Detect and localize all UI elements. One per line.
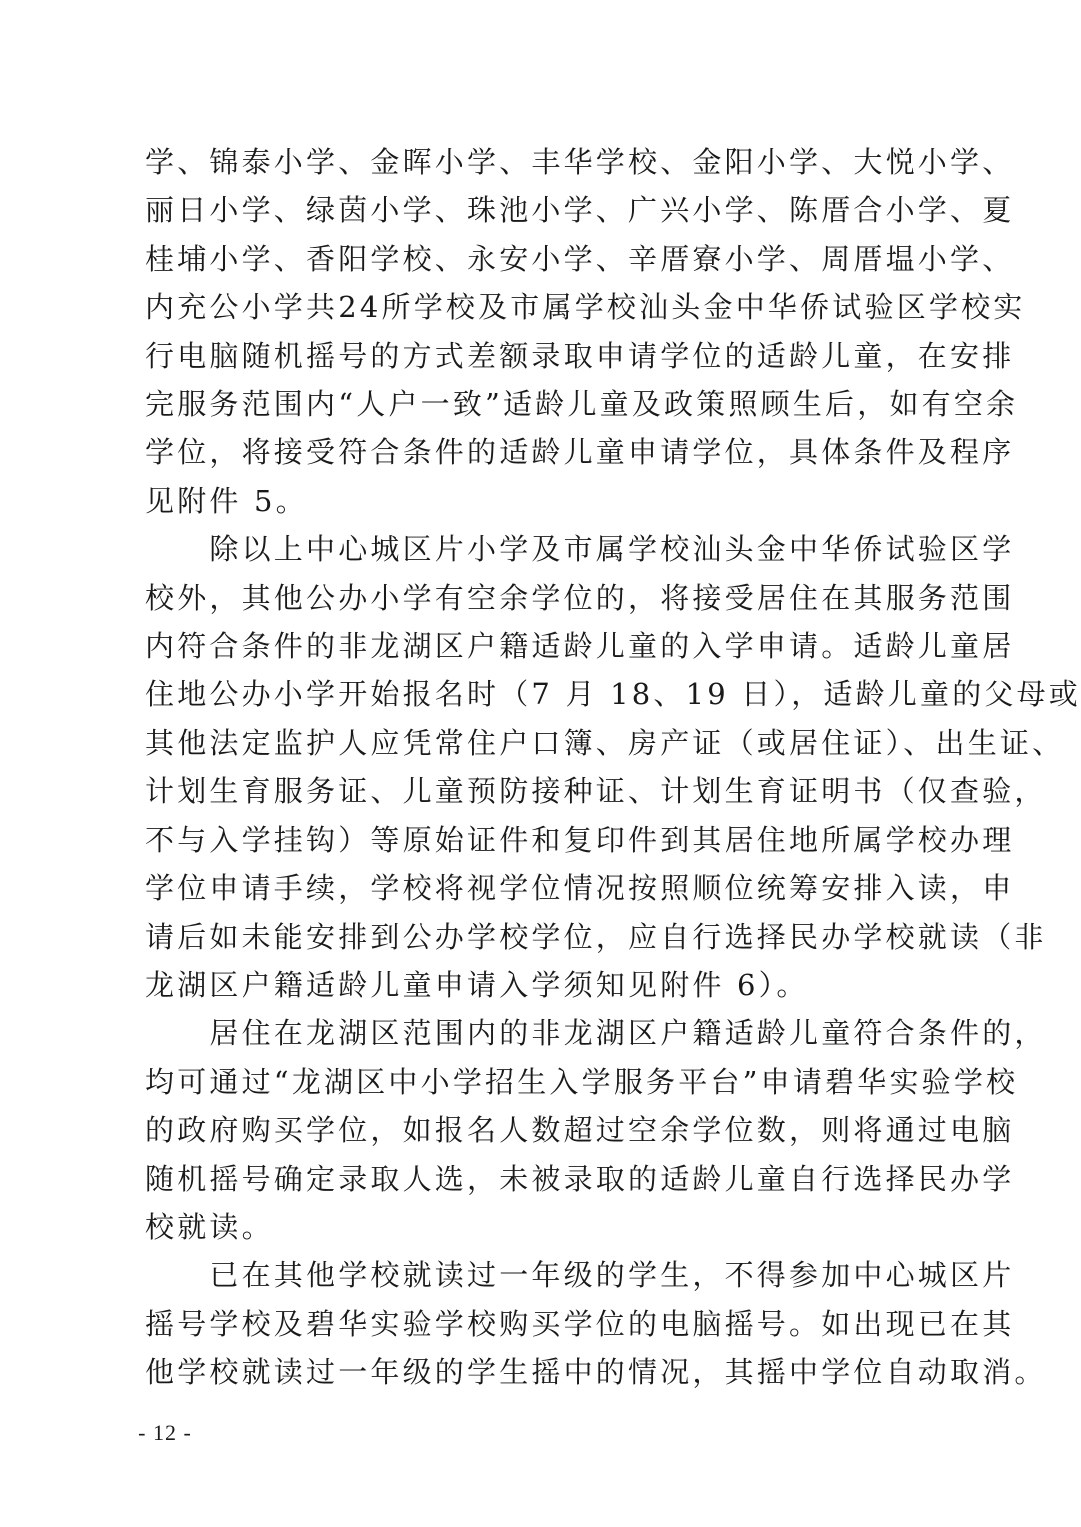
text-line: 他学校就读过一年级的学生摇中的情况，其摇中学位自动取消。: [145, 1355, 1047, 1390]
text-line: 计划生育服务证、儿童预防接种证、计划生育证明书（仅查验，: [145, 774, 1047, 809]
text-line: 均可通过“龙湖区中小学招生入学服务平台”申请碧华实验学校: [145, 1064, 1019, 1099]
text-line: 随机摇号确定录取人选，未被录取的适龄儿童自行选择民办学: [145, 1161, 1015, 1196]
paragraph-4: [145, 1251, 1047, 1396]
text-line: 校就读。: [145, 1209, 274, 1244]
text-line: 桂埔小学、香阳学校、永安小学、辛厝寮小学、周厝塭小学、: [145, 241, 1015, 276]
text-line: 请后如未能安排到公办学校学位，应自行选择民办学校就读（非: [145, 919, 1047, 954]
text-line: 学位，将接受符合条件的适龄儿童申请学位，具体条件及程序: [145, 435, 1015, 470]
text-line: 内符合条件的非龙湖区户籍适龄儿童的入学申请。适龄儿童居: [145, 629, 1015, 664]
text-line: 见附件 5。: [145, 483, 308, 518]
text-line: 学、锦泰小学、金晖小学、丰华学校、金阳小学、大悦小学、: [145, 145, 1015, 179]
text-line: 龙湖区户籍适龄儿童申请入学须知见附件 6）。: [145, 967, 809, 1002]
text-line: 摇号学校及碧华实验学校购买学位的电脑摇号。如出现已在其: [145, 1306, 1015, 1341]
paragraph-1: [145, 138, 1026, 525]
text-line: 内充公小学共24所学校及市属学校汕头金中华侨试验区学校实: [145, 290, 1026, 325]
paragraph-3: [145, 1009, 1047, 1251]
text-line: 丽日小学、绿茵小学、珠池小学、广兴小学、陈厝合小学、夏: [145, 193, 1015, 228]
page-number: - 12 -: [138, 1420, 192, 1445]
text-line: 住地公办小学开始报名时（7 月 18、19 日），适龄儿童的父母或: [145, 677, 1081, 712]
text-line: 不与入学挂钩）等原始证件和复印件到其居住地所属学校办理: [145, 822, 1015, 857]
text-line: 的政府购买学位，如报名人数超过空余学位数，则将通过电脑: [145, 1113, 1015, 1148]
text-line: 居住在龙湖区范围内的非龙湖区户籍适龄儿童符合条件的，: [145, 1016, 1047, 1051]
text-line: 行电脑随机摇号的方式差额录取申请学位的适龄儿童，在安排: [145, 338, 1015, 373]
text-line: 其他法定监护人应凭常住户口簿、房产证（或居住证）、出生证、: [145, 725, 1065, 760]
document-body: [145, 138, 1081, 1397]
text-line: 完服务范围内“人户一致”适龄儿童及政策照顾生后，如有空余: [145, 387, 1019, 422]
text-line: 学位申请手续，学校将视学位情况按照顺位统筹安排入读，申: [145, 871, 1015, 906]
paragraph-2: [145, 525, 1081, 1009]
text-line: 校外，其他公办小学有空余学位的，将接受居住在其服务范围: [145, 580, 1015, 615]
text-line: 已在其他学校就读过一年级的学生，不得参加中心城区片: [145, 1258, 1015, 1293]
text-line: 除以上中心城区片小学及市属学校汕头金中华侨试验区学: [145, 532, 1015, 567]
